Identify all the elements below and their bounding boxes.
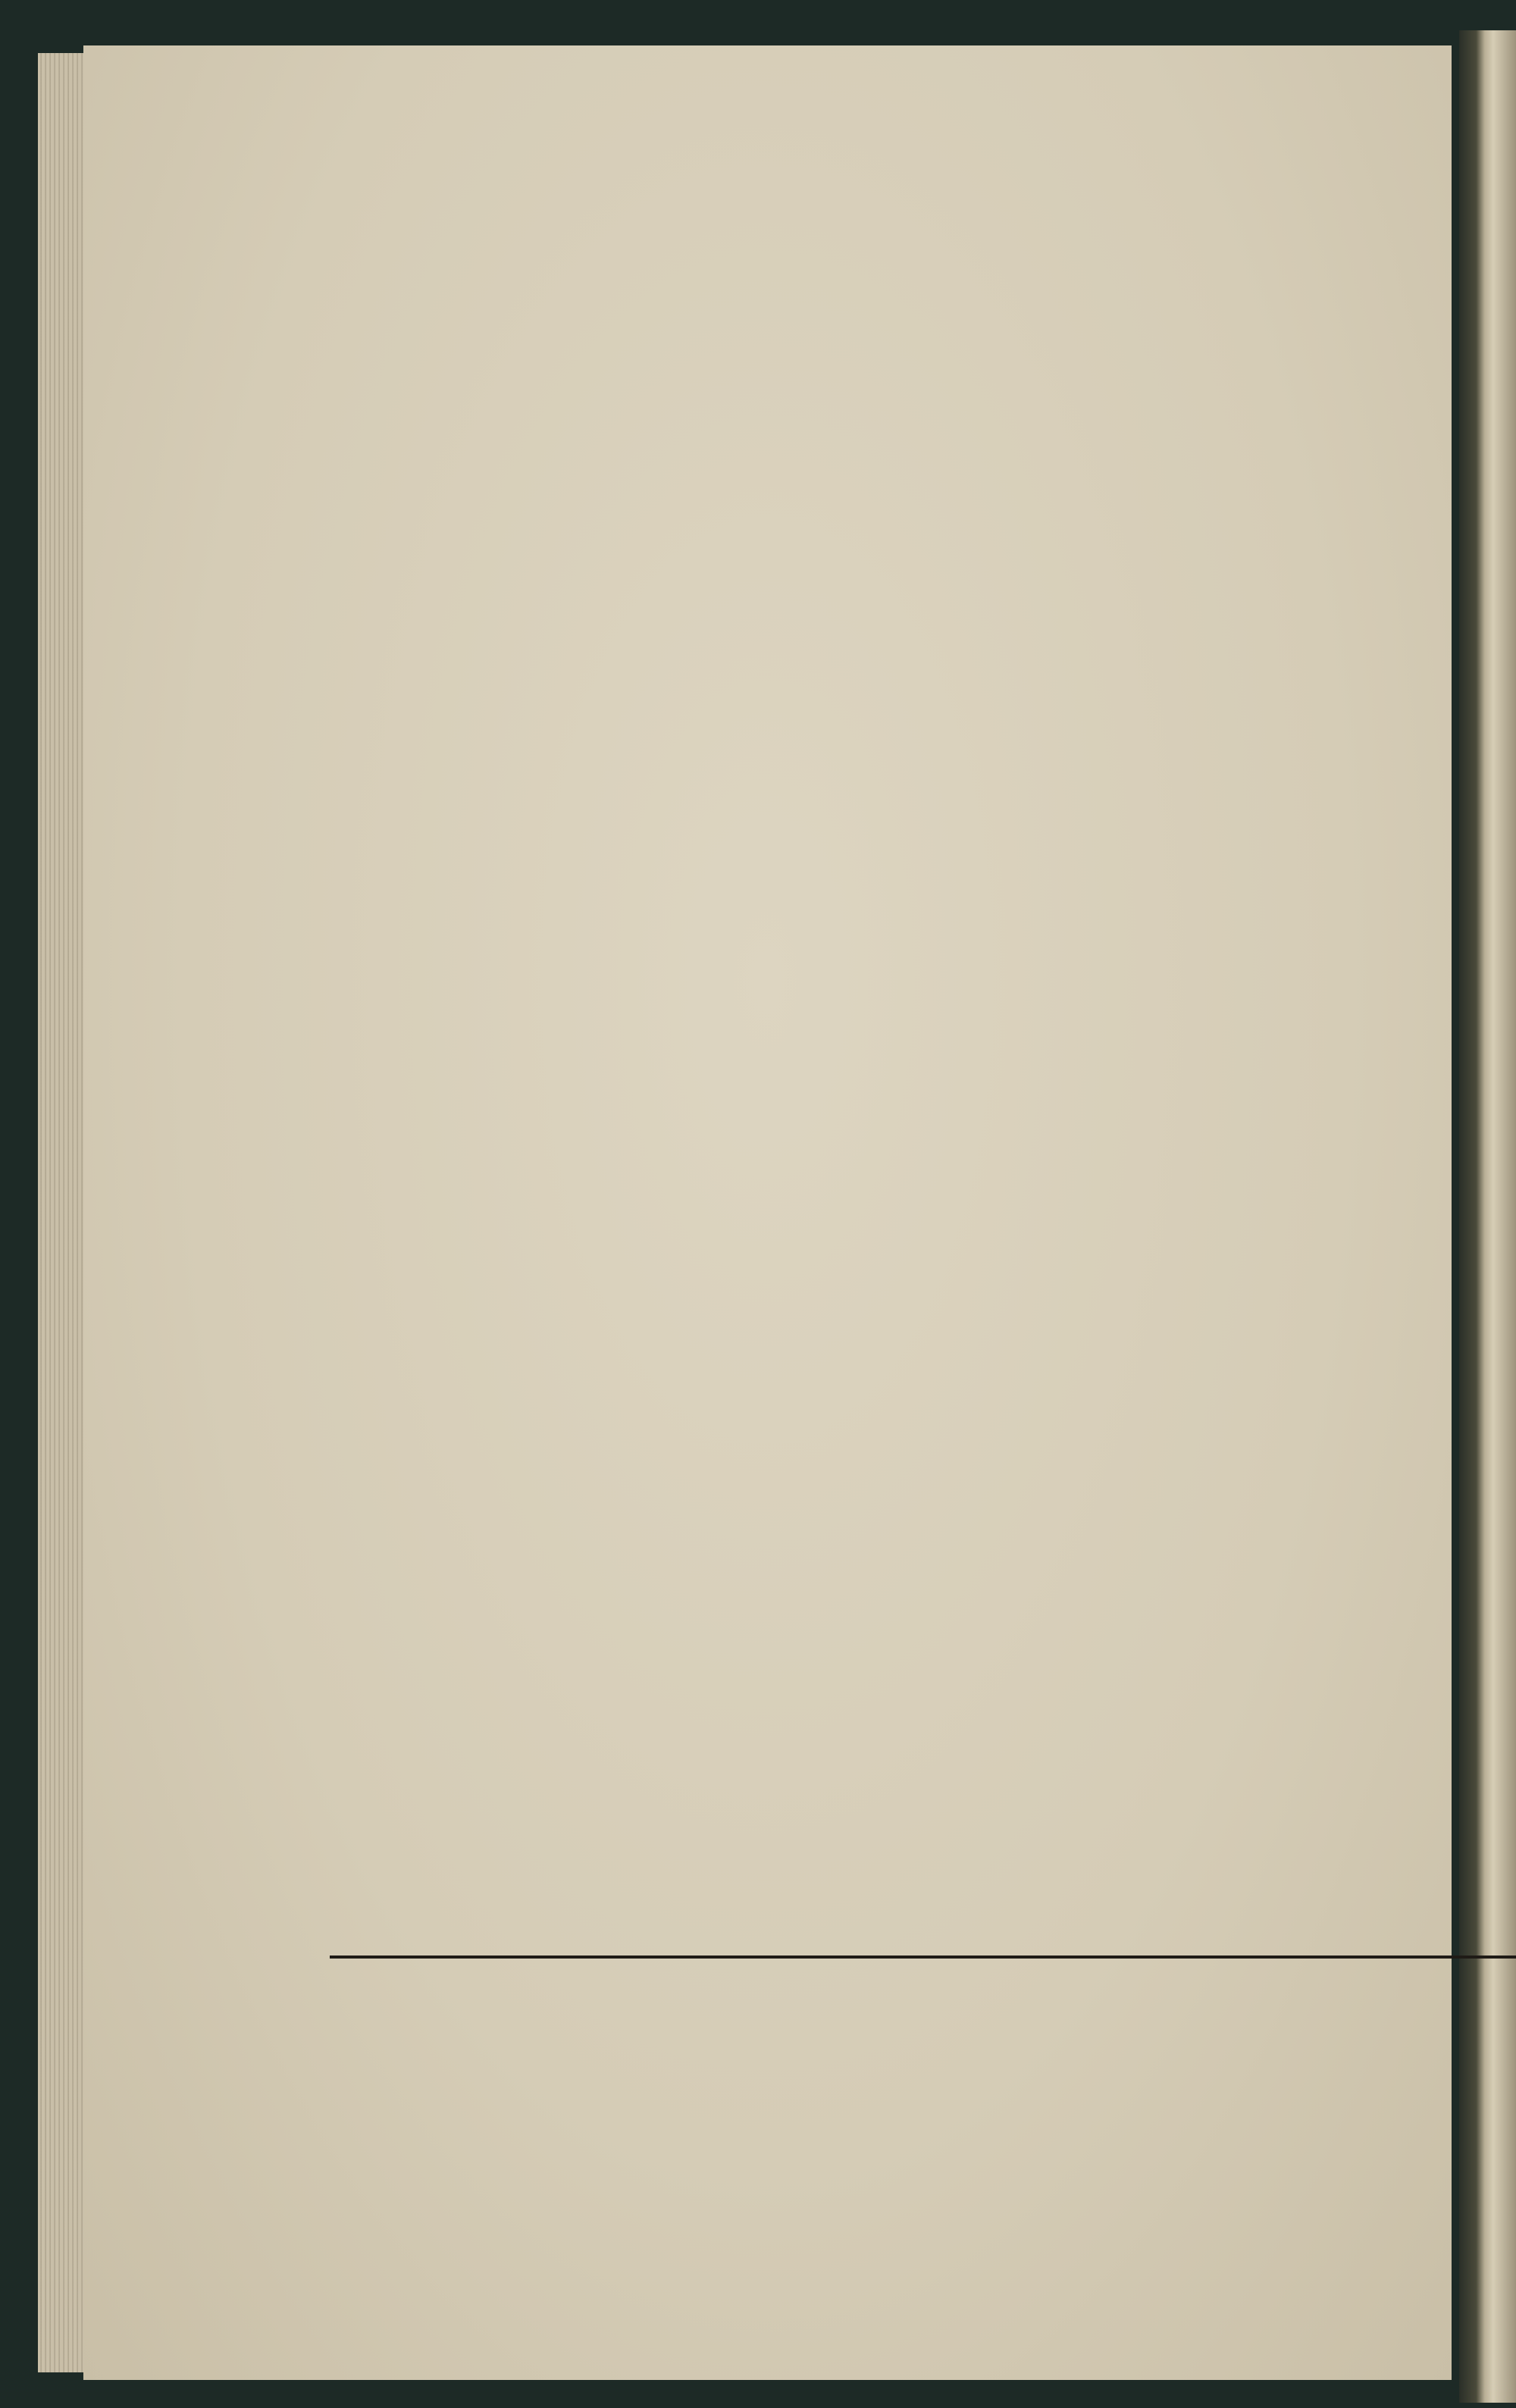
divider-rule: [330, 1956, 1516, 1959]
book-binding-edge: [1459, 30, 1516, 2403]
book-page: [83, 45, 1452, 2380]
page-header: [83, 201, 1452, 299]
